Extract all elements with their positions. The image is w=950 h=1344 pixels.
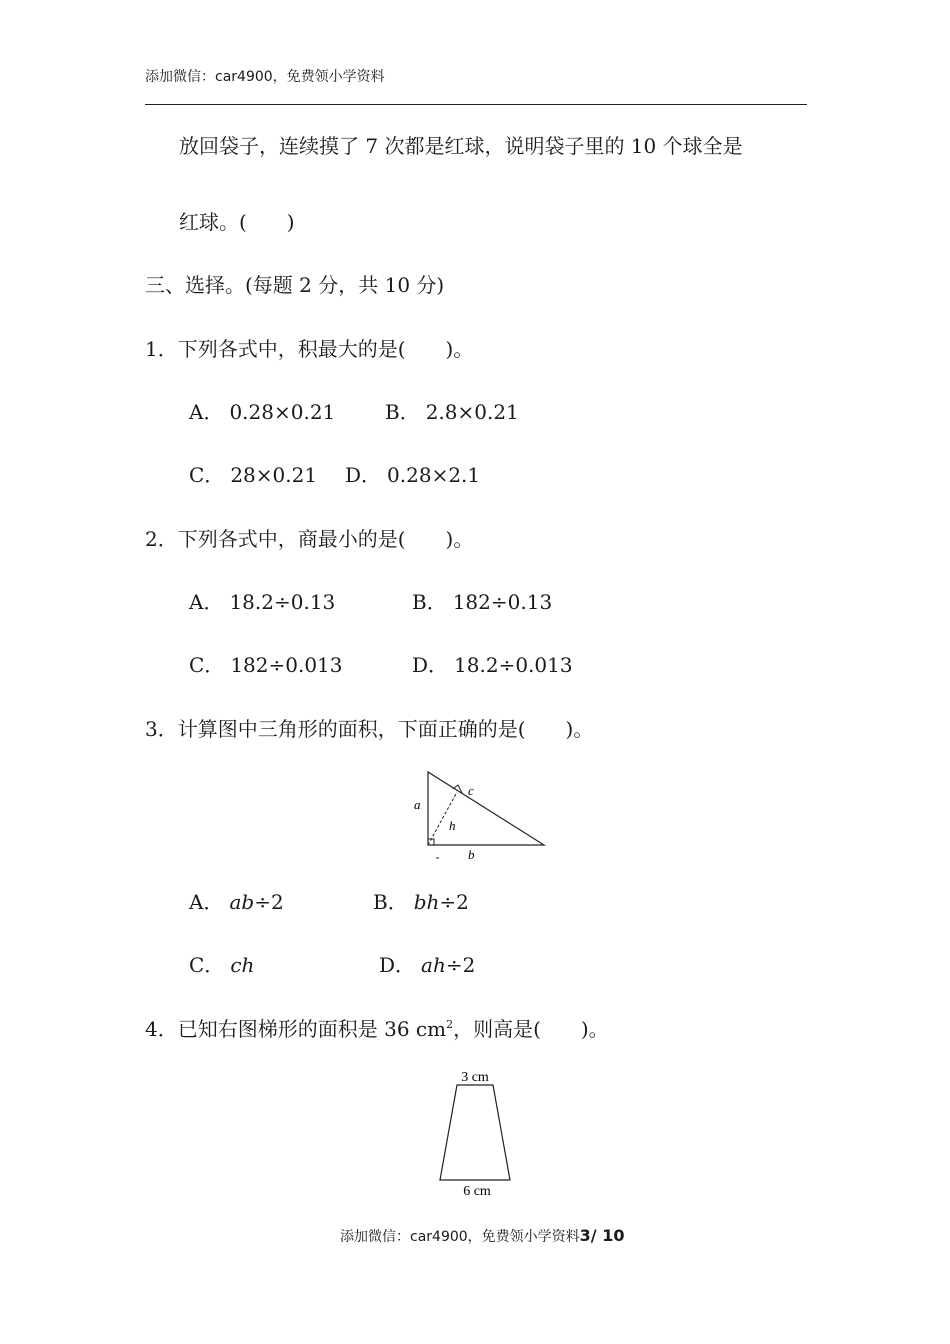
- option-text: 28×0.21: [230, 463, 318, 487]
- question-3: [145, 717, 593, 741]
- q2-option-d: [412, 653, 573, 677]
- trapezoid-figure: [425, 1064, 525, 1204]
- option-variable: ch: [230, 953, 255, 977]
- option-label: A．: [189, 400, 224, 424]
- option-label: B．: [373, 890, 408, 914]
- option-text: 0.28×0.21: [229, 400, 336, 424]
- option-label: C．: [189, 463, 225, 487]
- option-text: 182÷0.13: [452, 590, 553, 614]
- q2-option-b: [412, 590, 552, 614]
- section-title: 三、选择。(每题 2 分，共 10 分): [145, 273, 445, 297]
- option-suffix: ÷2: [445, 953, 476, 977]
- question-number: 2．: [145, 527, 178, 551]
- option-variable: ah: [421, 953, 446, 977]
- question-stem: 已知右图梯形的面积是 36 cm: [177, 1017, 447, 1041]
- q1-option-a: [189, 400, 335, 424]
- option-label: A．: [189, 890, 224, 914]
- option-label: C．: [189, 953, 225, 977]
- trapezoid: [440, 1085, 510, 1180]
- q1-option-b: [385, 400, 519, 424]
- option-text: 2.8×0.21: [425, 400, 519, 424]
- option-text: 18.2÷0.13: [229, 590, 336, 614]
- option-label: C．: [189, 653, 225, 677]
- label-b: b: [468, 847, 475, 862]
- option-label: B．: [412, 590, 447, 614]
- footer-text: 添加微信：car4900，免费领小学资料: [340, 1229, 580, 1245]
- q2-option-c: [189, 653, 343, 677]
- label-c: c: [468, 783, 474, 798]
- question-number: 4．: [145, 1017, 178, 1041]
- q3-option-c: [189, 953, 254, 977]
- option-label: D．: [379, 953, 416, 977]
- question-stem: 下列各式中，积最大的是( )。: [177, 337, 474, 361]
- option-text: 0.28×2.1: [387, 463, 481, 487]
- q1-option-c: [189, 463, 317, 487]
- q3-option-b: [373, 890, 469, 914]
- intro-line-2: 红球。( ): [179, 210, 295, 234]
- intro-line-1: 放回袋子，连续摸了 7 次都是红球，说明袋子里的 10 个球全是: [179, 134, 743, 158]
- label-a: a: [414, 797, 421, 812]
- q1-option-d: [345, 463, 480, 487]
- label-h: h: [449, 818, 456, 833]
- question-stem-tail: ，则高是( )。: [453, 1017, 609, 1041]
- option-text: 182÷0.013: [230, 653, 343, 677]
- option-text: 18.2÷0.013: [454, 653, 573, 677]
- page-number: 3/ 10: [579, 1226, 625, 1245]
- option-variable: bh: [413, 890, 440, 914]
- option-suffix: ÷2: [439, 890, 469, 914]
- option-label: B．: [385, 400, 420, 424]
- header-rule: [145, 104, 807, 105]
- page-footer: [340, 1226, 624, 1246]
- label-top-base: 3 cm: [461, 1070, 489, 1085]
- option-label: A．: [189, 590, 224, 614]
- question-1: [145, 337, 473, 361]
- superscript: 2: [446, 1018, 454, 1031]
- question-stem: 计算图中三角形的面积，下面正确的是( )。: [177, 717, 594, 741]
- option-variable: ab: [229, 890, 255, 914]
- q2-option-a: [189, 590, 335, 614]
- q3-option-a: [189, 890, 284, 914]
- question-2: [145, 527, 473, 551]
- q3-option-d: [379, 953, 475, 977]
- question-4: [145, 1017, 609, 1041]
- question-number: 3．: [145, 717, 178, 741]
- right-triangle: [428, 772, 544, 845]
- triangle-figure: [405, 764, 555, 864]
- label-bottom-base: 6 cm: [463, 1184, 491, 1199]
- question-stem: 下列各式中，商最小的是( )。: [177, 527, 474, 551]
- page-header: 添加微信：car4900，免费领小学资料: [145, 69, 385, 85]
- option-label: D．: [412, 653, 449, 677]
- option-suffix: ÷2: [254, 890, 284, 914]
- question-number: 1．: [145, 337, 178, 361]
- option-label: D．: [345, 463, 382, 487]
